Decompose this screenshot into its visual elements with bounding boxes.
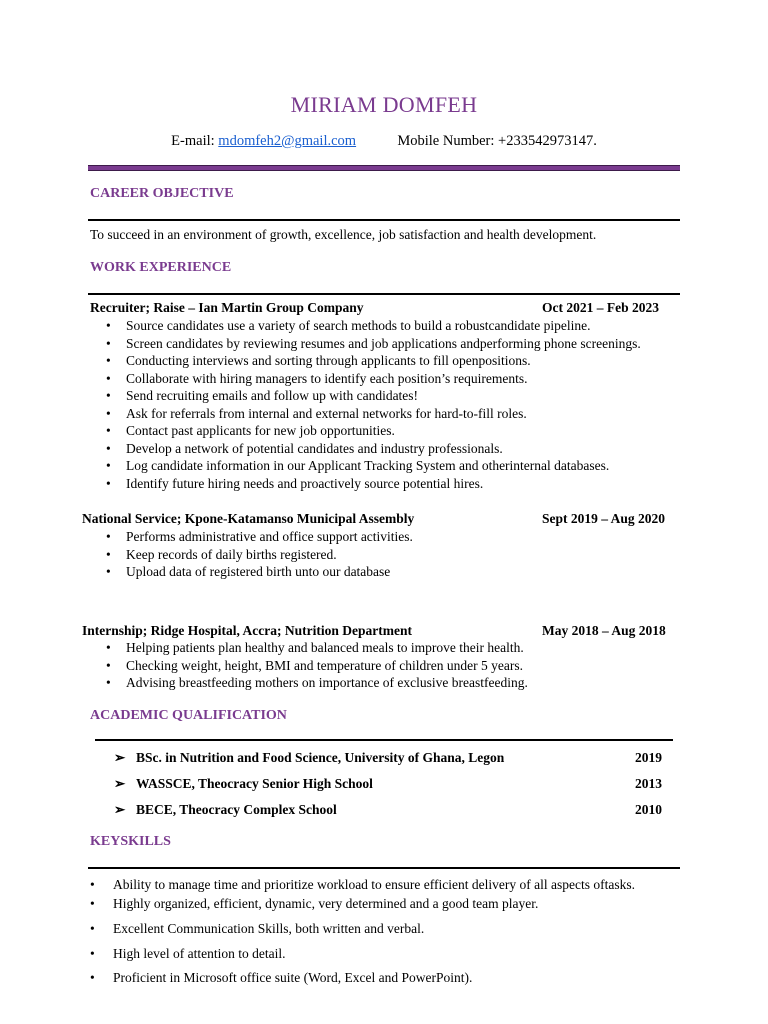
skill-item: Excellent Communication Skills, both written and verbal.: [113, 921, 425, 936]
section-rule: [88, 867, 680, 869]
list-item: • Performs administrative and office support activities.: [106, 529, 413, 544]
skill-item: Proficient in Microsoft office suite (Word, Excel and PowerPoint).: [113, 970, 473, 985]
list-item: • Source candidates use a variety of search methods to build a robustcandidate pipeline.: [106, 318, 591, 333]
qualification-item: [114, 750, 125, 766]
list-item: • Screen candidates by reviewing resumes and job applications andperforming phone screenings.: [106, 335, 641, 351]
qualification-text: BECE, Theocracy Complex School: [136, 802, 337, 817]
section-rule: [88, 219, 680, 221]
list-item: • Conducting interviews and sorting through applicants to fill openpositions.: [106, 353, 531, 368]
job-title: Recruiter; Raise – Ian Martin Group Company: [90, 300, 364, 315]
qualification-text: BSc. in Nutrition and Food Science, University of Ghana, Legon: [136, 750, 505, 765]
skill-item: Highly organized, efficient, dynamic, very determined and a good team player.: [113, 896, 539, 911]
list-item: • Advising breastfeeding mothers on importance of exclusive breastfeeding.: [106, 675, 528, 690]
email-label: E-mail:: [171, 133, 215, 149]
skill-bullet: •: [90, 946, 95, 961]
career-objective-text: To succeed in an environment of growth, excellence, job satisfaction and health development.: [90, 227, 597, 242]
list-item: • Develop a network of potential candidates and industry professionals.: [106, 440, 503, 456]
list-item: • Collaborate with hiring managers to identify each position’s requirements.: [106, 370, 528, 386]
qualification-item: [114, 776, 125, 792]
list-item: • Identify future hiring needs and proactively source potential hires.: [106, 475, 484, 491]
list-item: • Ask for referrals from internal and external networks for hard-to-fill roles.: [106, 405, 527, 421]
arrow-bullet-icon: ➢: [114, 750, 126, 765]
list-item: • Helping patients plan healthy and balanced meals to improve their health.: [106, 640, 524, 655]
job-duties-list: [90, 317, 641, 492]
job-dates: Oct 2021 – Feb 2023: [542, 300, 659, 315]
mobile-number: Mobile Number: +233542973147.: [397, 133, 597, 149]
list-item: • Send recruiting emails and follow up with candidates!: [106, 388, 419, 403]
qualification-year: 2019: [635, 750, 662, 765]
skill-item: Ability to manage time and prioritize workload to ensure efficient delivery of all aspects oftasks.: [113, 877, 635, 892]
job-duties-list: [90, 528, 413, 581]
arrow-bullet-icon: ➢: [114, 802, 126, 817]
skill-bullet: •: [90, 921, 95, 936]
header-divider: [88, 165, 680, 171]
section-rule: [95, 739, 673, 741]
qualification-year: 2013: [635, 776, 662, 791]
list-item: • Checking weight, height, BMI and temperature of children under 5 years.: [106, 657, 524, 673]
qualification-year: 2010: [635, 802, 662, 817]
list-item: • Contact past applicants for new job opportunities.: [106, 423, 395, 438]
list-item: • Log candidate information in our Applicant Tracking System and otherinternal databases.: [106, 458, 610, 473]
work-experience-heading: WORK EXPERIENCE: [90, 260, 232, 275]
job-duties-list: [90, 639, 528, 692]
job-title: National Service; Kpone-Katamanso Municipal Assembly: [82, 511, 415, 526]
keyskills-heading: KEYSKILLS: [90, 834, 171, 849]
skill-bullet: •: [90, 896, 95, 911]
skill-bullet: •: [90, 970, 95, 985]
skill-bullet: •: [90, 877, 95, 892]
job-dates: May 2018 – Aug 2018: [542, 623, 666, 638]
job-title: Internship; Ridge Hospital, Accra; Nutrition Department: [82, 623, 412, 638]
career-objective-heading: CAREER OBJECTIVE: [90, 186, 234, 201]
email-link[interactable]: mdomfeh2@gmail.com: [218, 133, 357, 149]
qualification-text: WASSCE, Theocracy Senior High School: [136, 776, 373, 791]
candidate-name: MIRIAM DOMFEH: [290, 92, 478, 117]
skill-item: High level of attention to detail.: [113, 946, 286, 961]
academic-heading: ACADEMIC QUALIFICATION: [90, 708, 287, 723]
job-dates: Sept 2019 – Aug 2020: [542, 511, 666, 526]
contact-line: [0, 133, 768, 150]
arrow-bullet-icon: ➢: [114, 776, 126, 791]
section-rule: [88, 293, 680, 295]
qualification-item: [114, 802, 125, 818]
list-item: • Upload data of registered birth unto our database: [106, 564, 391, 579]
list-item: • Keep records of daily births registered.: [106, 546, 337, 562]
